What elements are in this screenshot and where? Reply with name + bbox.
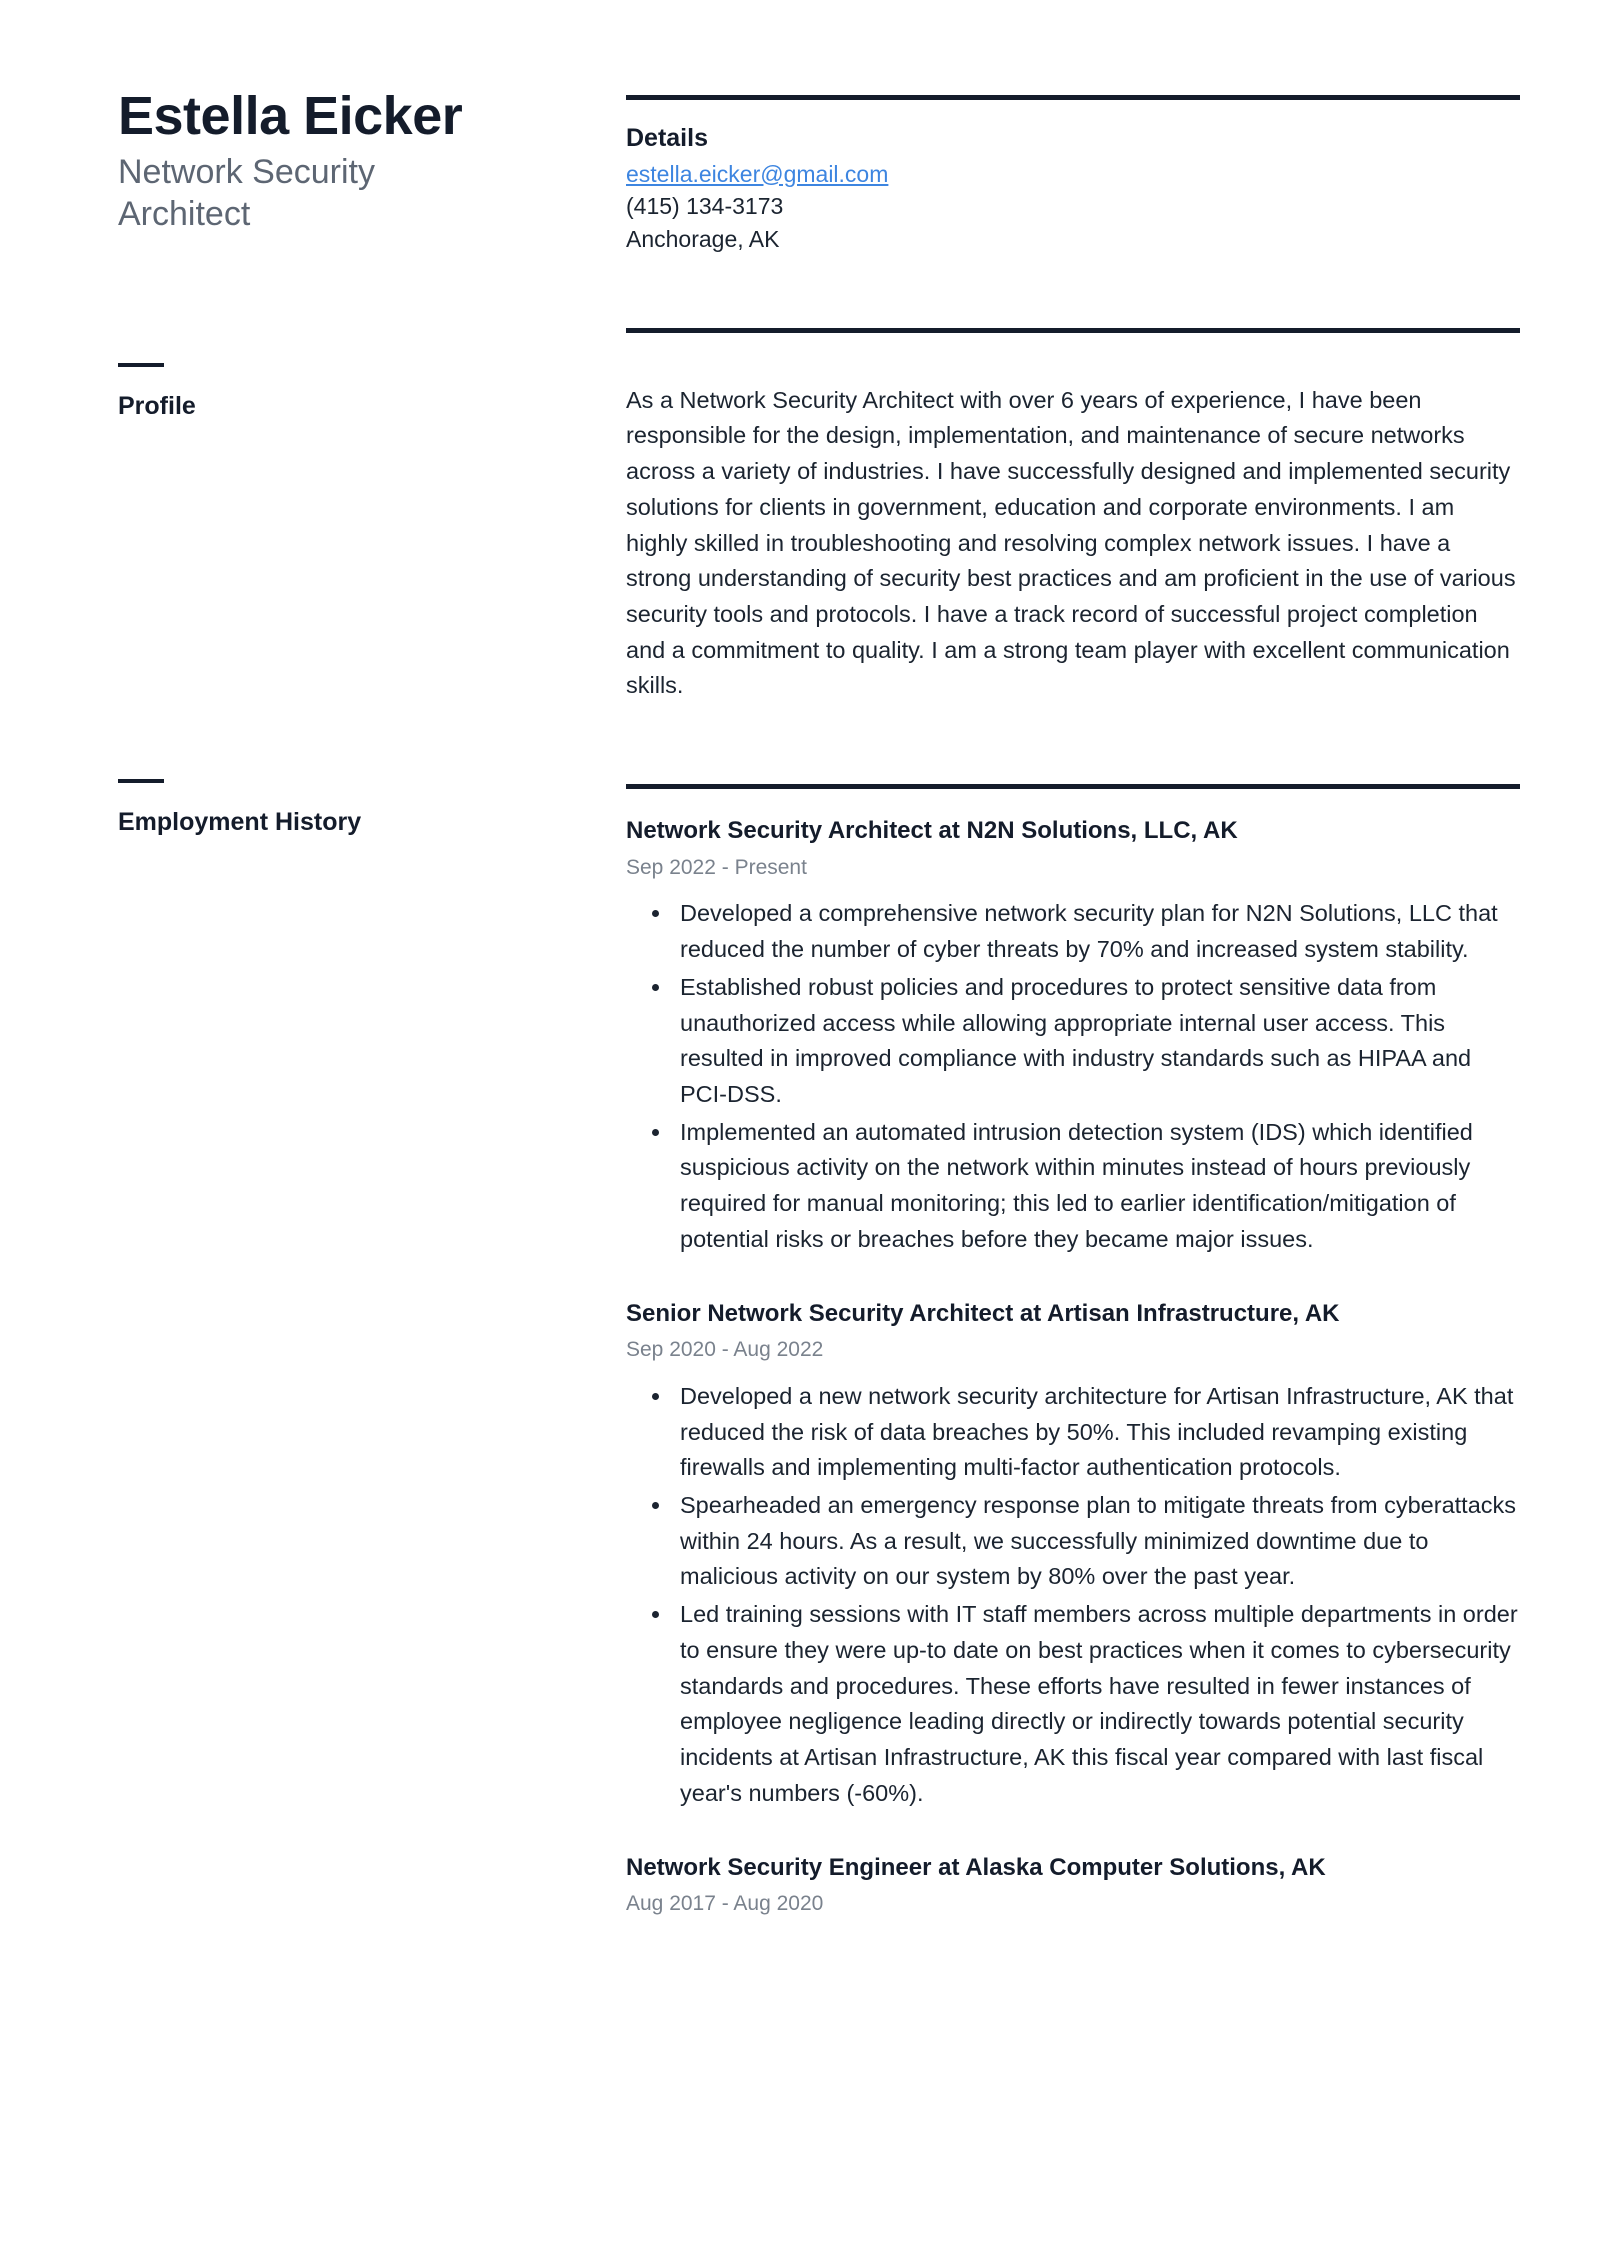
details-heading: Details [626, 124, 708, 152]
list-item: Spearheaded an emergency response plan to mitigate threats from cyberattacks within 24 hours. As a result, we successfully minimized downtime due to malicious activity on our system by 80% over the past year. [678, 1488, 1520, 1595]
list-item: Established robust policies and procedures to protect sensitive data from unauthorized access while allowing appropriate internal user access. This resulted in improved compliance with industry standards such as HIPAA and PCI-DSS. [678, 970, 1520, 1113]
list-item: Led training sessions with IT staff members across multiple departments in order to ensure they were up-to date on best practices when it comes to cybersecurity standards and procedures. These efforts have resulted in fewer instances of employee negligence leading directly or indirectly towards potential security incidents at Artisan Infrastructure, AK this fiscal year compared with last fiscal year's numbers (-60%). [678, 1597, 1520, 1811]
employment-title: Network Security Engineer at Alaska Computer Solutions, AK [626, 1853, 1326, 1881]
employment-entry [626, 815, 1520, 1257]
sidebar-section-employment [118, 779, 596, 837]
email-row [626, 158, 1520, 191]
employment-date-range: Aug 2017 - Aug 2020 [626, 1892, 824, 1916]
sidebar-heading-profile: Profile [118, 392, 196, 421]
phone-number: (415) 134-3173 [626, 193, 784, 220]
employment-section [626, 784, 1520, 1919]
section-rule-short [118, 363, 164, 367]
employment-list [626, 789, 1520, 1919]
location: Anchorage, AK [626, 226, 780, 253]
page-title: Estella Eicker [118, 86, 463, 146]
job-role-subtitle: Network Security Architect [118, 153, 375, 233]
email-link[interactable]: estella.eicker@gmail.com [626, 160, 889, 187]
employment-bullet-list [626, 1379, 1520, 1812]
profile-section [626, 328, 1520, 704]
employment-title: Senior Network Security Architect at Artisan Infrastructure, AK [626, 1299, 1340, 1327]
name-block [118, 0, 596, 235]
list-item: Developed a comprehensive network security plan for N2N Solutions, LLC that reduced the number of cyber threats by 70% and increased system stability. [678, 896, 1520, 967]
list-item: Implemented an automated intrusion detection system (IDS) which identified suspicious activity on the network within minutes instead of hours previously required for manual monitoring; this led to earlier identification/mitigation of potential risks or breaches before they became major issues. [678, 1115, 1520, 1258]
employment-date-range: Sep 2022 - Present [626, 856, 807, 879]
section-divider [626, 328, 1520, 333]
sidebar-heading-employment: Employment History [118, 808, 362, 837]
details-section [626, 0, 1520, 256]
employment-date-range: Sep 2020 - Aug 2022 [626, 1338, 824, 1362]
profile-body-text: As a Network Security Architect with over 6 years of experience, I have been responsible for the design, implementation, and maintenance of secure networks across a variety of industries. I have successfully designed and implemented security solutions for clients in government, education and corporate environments. I am highly skilled in troubleshooting and resolving complex network issues. I have a strong understanding of security best practices and am proficient in the use of various security tools and protocols. I have a track record of successful project completion and a commitment to quality. I am a strong team player with excellent communication skills. [626, 386, 1516, 699]
right-column [626, 0, 1520, 1927]
left-column [118, 0, 626, 837]
sidebar-section-profile [118, 363, 596, 421]
section-rule-short [118, 779, 164, 783]
employment-entry [626, 1852, 1520, 1919]
employment-bullet-list [626, 896, 1520, 1257]
details-content [626, 100, 1520, 256]
employment-entry [626, 1298, 1520, 1812]
employment-title: Network Security Architect at N2N Solutions, LLC, AK [626, 817, 1238, 845]
list-item: Developed a new network security architecture for Artisan Infrastructure, AK that reduced the risk of data breaches by 50%. This included revamping existing firewalls and implementing multi-factor authentication protocols. [678, 1379, 1520, 1486]
